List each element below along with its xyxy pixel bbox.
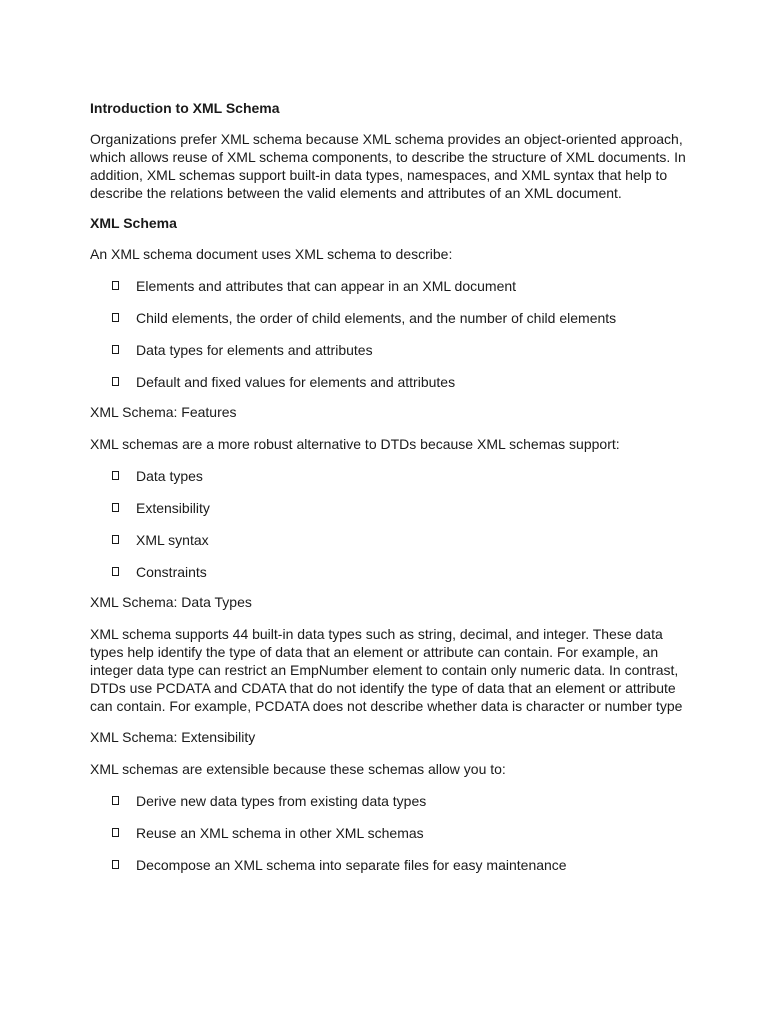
bullet-box-icon [112,828,119,837]
list-item-text: Child elements, the order of child elements, and the number of child elements [136,310,617,326]
list-item [90,531,690,563]
list-item [90,824,690,856]
list-item-text: Constraints [136,564,207,580]
list-item-text: Decompose an XML schema into separate files for easy maintenance [136,857,567,873]
list-item [90,309,690,341]
bullet-box-icon [112,345,119,354]
list-item [90,792,690,824]
extensibility-intro: XML schemas are extensible because these schemas allow you to: [90,761,506,777]
list-item-text: XML syntax [136,532,209,548]
bullet-box-icon [112,535,119,544]
bullet-box-icon [112,567,119,576]
schema-list [90,277,690,403]
extensibility-heading: XML Schema: Extensibility [90,729,256,745]
list-item [90,499,690,531]
list-item-text: Elements and attributes that can appear in an XML document [136,278,517,294]
list-item [90,563,690,593]
list-item [90,277,690,309]
schema-intro: An XML schema document uses XML schema to describe: [90,246,453,262]
bullet-box-icon [112,471,119,480]
list-item-text: Extensibility [136,500,210,516]
list-item-text: Derive new data types from existing data types [136,793,427,809]
features-heading: XML Schema: Features [90,404,237,420]
document-page [90,99,690,888]
list-item [90,373,690,403]
list-item-text: Default and fixed values for elements and attributes [136,374,456,390]
bullet-box-icon [112,313,119,322]
bullet-box-icon [112,503,119,512]
datatypes-heading: XML Schema: Data Types [90,594,252,610]
list-item-text: Data types for elements and attributes [136,342,373,358]
extensibility-list [90,792,690,888]
datatypes-paragraph: XML schema supports 44 built-in data types such as string, decimal, and integer. These data types help identify the type of data that an element or attribute can contain. For example, an integer data type can restrict an EmpNumber element to contain only numeric data. In contrast, DTDs use PCDATA and CDATA that do not identify the type of data that an element or attribute can contain. For example, PCDATA does not describe whether data is character or number type [90,626,683,714]
bullet-box-icon [112,281,119,290]
features-list [90,467,690,593]
bullet-box-icon [112,860,119,869]
features-intro: XML schemas are a more robust alternative to DTDs because XML schemas support: [90,436,620,452]
list-item [90,467,690,499]
bullet-box-icon [112,377,119,386]
list-item-text: Data types [136,468,203,484]
schema-heading: XML Schema [90,215,177,231]
intro-heading: Introduction to XML Schema [90,100,280,116]
list-item [90,341,690,373]
list-item-text: Reuse an XML schema in other XML schemas [136,825,424,841]
bullet-box-icon [112,796,119,805]
list-item [90,856,690,888]
intro-paragraph: Organizations prefer XML schema because XML schema provides an object-oriented approach, which allows reuse of XML schema components, to describe the structure of XML documents. In addition, XML schemas support built-in data types, namespaces, and XML syntax that help to describe the relations between the valid elements and attributes of an XML document. [90,131,686,201]
